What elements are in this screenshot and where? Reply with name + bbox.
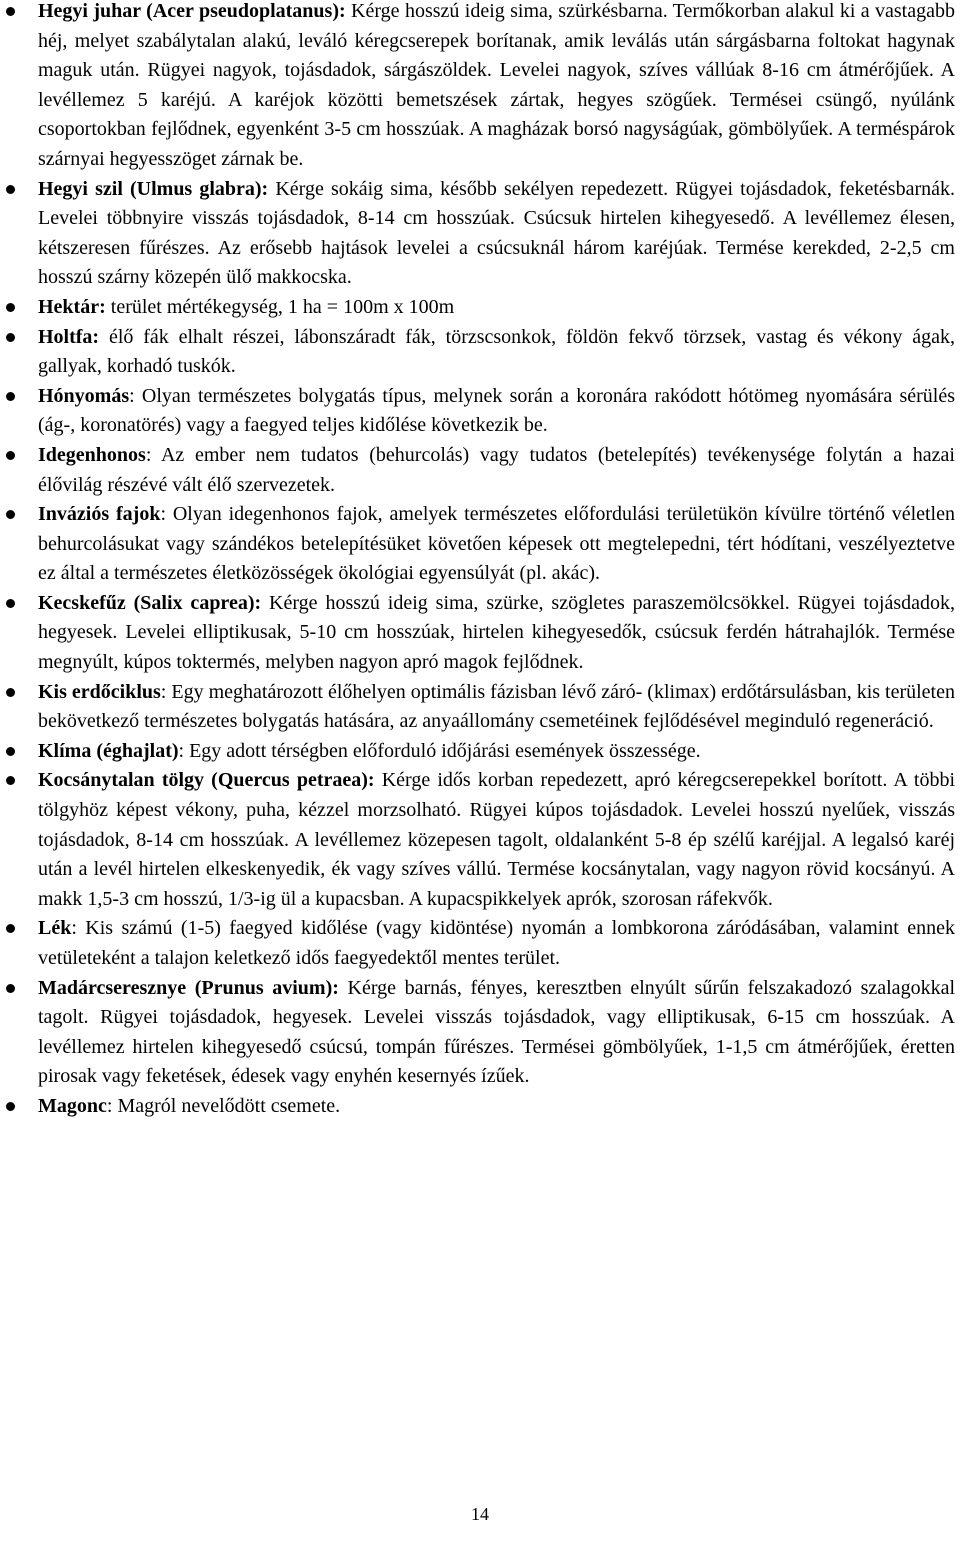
page-number: 14	[471, 1504, 489, 1524]
entry-term: Hónyomás	[38, 384, 130, 407]
glossary-entry	[0, 914, 955, 973]
entry-definition: : Egy meghatározott élőhelyen optimális fázisban lévő záró- (klimax) erdőtársulásban, kis területen bekövetkező természetes bolygatás hatására, az anyaállomány csemetéinek fejlődésével meginduló regeneráció.	[38, 680, 955, 733]
entry-definition: Kérge hosszú ideig sima, szürke, szögletes paraszemölcsökkel. Rügyei tojásdadok, hegyesek. Levelei elliptikusak, 5-10 cm hosszúak, hirtelen kihegyesedők, csúcsuk ferdén hátrahajlók. Termése megnyúlt, kúpos toktermés, melyben nagyon apró magok fejlődnek.	[38, 591, 955, 674]
entry-term: Madárcseresznye (Prunus avium):	[38, 976, 339, 999]
glossary-entry	[0, 589, 955, 678]
glossary-entry	[0, 678, 955, 737]
entry-term: Kis erdőciklus	[38, 680, 161, 703]
entry-term: Kocsánytalan tölgy (Quercus petraea):	[38, 769, 375, 792]
glossary-entry	[0, 382, 955, 441]
entry-term: Holtfa:	[38, 325, 100, 348]
glossary-entry	[0, 737, 955, 767]
entry-definition: terület mértékegység, 1 ha = 100m x 100m	[105, 295, 455, 318]
entry-term: Idegenhonos	[38, 443, 146, 466]
entry-definition: : Kis számú (1-5) faegyed kidőlése (vagy kidöntése) nyomán a lombkorona záródásában, valamint ennek vetületeként a talajon keletkező idős faegyedektől mentes terület.	[38, 917, 955, 969]
glossary-entry	[0, 766, 955, 914]
entry-definition: : Olyan természetes bolygatás típus, melynek során a koronára rakódott hótömeg nyomására sérülés (ág-, koronatörés) vagy a faegyed teljes kidőlése következik be.	[38, 384, 955, 437]
glossary-entry	[0, 1092, 955, 1122]
entry-definition: : Olyan idegenhonos fajok, amelyek természetes előfordulási területükön kívülre történő véletlen behurcolásukat vagy szándékos betelepítésüket követően képesek ott megtelepedni, tért hódítani, veszélyeztetve ez által a természetes életközösségek ökológiai egyensúlyát (pl. akác).	[38, 503, 955, 585]
entry-term: Inváziós fajok	[38, 503, 161, 526]
entry-definition: élő fák elhalt részei, lábonszáradt fák, törzscsonkok, földön fekvő törzsek, vastag és vékony ágak, gallyak, korhadó tuskók.	[38, 325, 955, 378]
entry-definition: Kérge hosszú ideig sima, szürkésbarna. Termőkorban alakul ki a vastagabb héj, melyet szabálytalan alakú, leváló kéregcserepek borítanak, amik leválás után sárgásbarna foltokat hagynak maguk után. Rügyei nagyok, tojásdadok, sárgászöldek. Levelei nagyok, szíves vállúak 8-16 cm átmérőjűek. A levéllemez 5 karéjú. A karéjok közötti bemetszések zártak, hegyes szögűek. Termései csüngő, nyúlánk csoportokban fejlődnek, egyenként 3-5 cm hosszúak. A magházak borsó nagyságúak, gömbölyűek. A terméspárok szárnyai hegyesszöget zárnak be.	[38, 0, 955, 170]
glossary-entry	[0, 293, 955, 323]
entry-term: Hegyi juhar (Acer pseudoplatanus):	[38, 0, 346, 22]
entry-definition: : Egy adott térségben előforduló időjárási események összessége.	[178, 739, 701, 762]
entry-term: Hegyi szil (Ulmus glabra):	[38, 177, 269, 200]
glossary-entry	[0, 0, 955, 175]
entry-definition: Kérge idős korban repedezett, apró kéregcserepekkel borított. A többi tölgyhöz képest vékony, puha, kézzel morzsolható. Rügyei kúpos tojásdadok. Levelei hosszú nyelűek, visszás tojásdadok, 8-14 cm hosszúak. A levéllemez közepesen tagolt, oldalanként 5-8 ép szélű karéjjal. A legalsó karéj után a levél hirtelen elkeskenyedik, ék vagy szíves vállú. Termése kocsánytalan, vagy nagyon rövid kocsányú. A makk 1,5-3 cm hosszú, 1/3-ig ül a kupacsban. A kupacspikkelyek aprók, szorosan ráfekvők.	[38, 769, 955, 910]
entry-definition: Kérge sokáig sima, később sekélyen repedezett. Rügyei tojásdadok, feketésbarnák. Levelei többnyire visszás tojásdadok, 8-14 cm hosszúak. Csúcsuk hirtelen kihegyesedő. A levéllemez élesen, kétszeresen fűrészes. Az erősebb hajtások levelei a csúcsuknál három karéjúak. Termése kerekded, 2-2,5 cm hosszú szárny közepén ülő makkocska.	[38, 177, 955, 289]
entry-term: Kecskefűz (Salix caprea):	[38, 591, 262, 614]
entry-definition: : Az ember nem tudatos (behurcolás) vagy tudatos (betelepítés) tevékenysége folytán a hazai élővilág részévé vált élő szervezetek.	[38, 443, 955, 496]
entry-definition: : Magról nevelődött csemete.	[106, 1094, 341, 1117]
glossary-entry	[0, 175, 955, 293]
entry-term: Magonc	[38, 1094, 107, 1117]
entry-definition: Kérge barnás, fényes, keresztben elnyúlt sűrűn felszakadozó szalagokkal tagolt. Rügyei tojásdadok, hegyesek. Levelei visszás tojásdadok, vagy elliptikusak, 6-15 cm hosszúak. A levéllemez hirtelen kihegyesedő csúcsú, tompán fűrészes. Termései gömbölyűek, 1-1,5 cm átmérőjűek, éretten pirosak vagy feketések, édesek vagy enyhén kesernyés ízűek.	[38, 976, 955, 1088]
glossary-entry	[0, 323, 955, 382]
entry-term: Klíma (éghajlat)	[38, 739, 179, 762]
entry-term: Lék	[38, 917, 72, 940]
entry-term: Hektár:	[38, 295, 106, 318]
glossary-entry	[0, 500, 955, 589]
glossary-entry	[0, 441, 955, 500]
glossary-entry	[0, 974, 955, 1092]
